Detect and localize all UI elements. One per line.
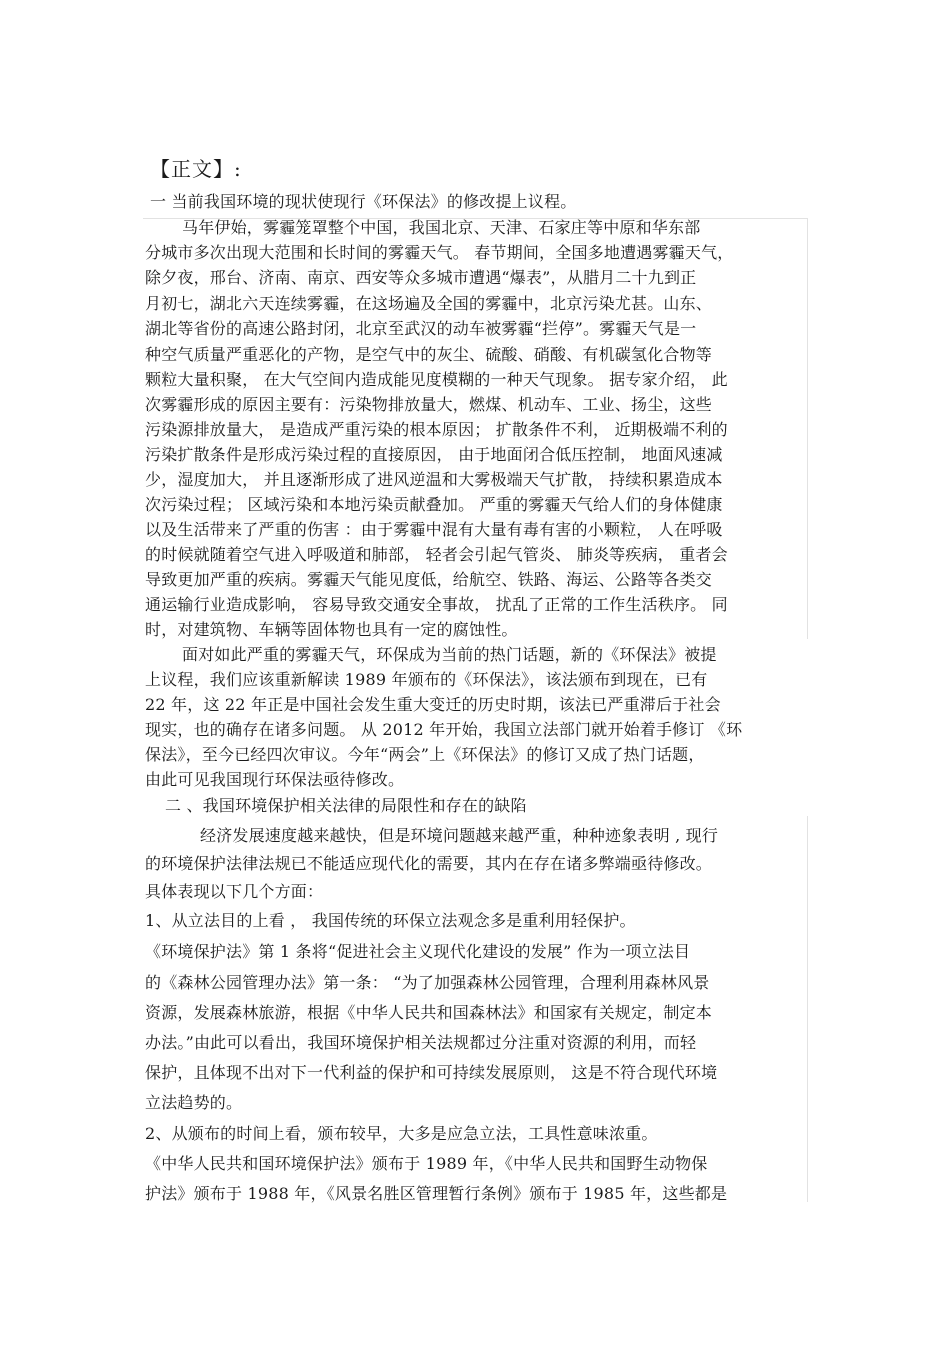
subsection-1-heading: 1、从立法目的上看 ， 我国传统的环保立法观念多是重利用轻保护。 <box>145 911 636 930</box>
paragraph-line: 污染源排放量大， 是造成严重污染的根本原因； 扩散条件不利， 近期极端不利的 <box>145 420 728 439</box>
paragraph-line: 具体表现以下几个方面： <box>145 882 324 901</box>
paragraph-line: 颗粒大量积聚， 在大气空间内造成能见度模糊的一种天气现象。 据专家介绍， 此 <box>145 370 728 389</box>
paragraph-line: 上议程，我们应该重新解读 1989 年颁布的《环保法》，该法颁布到现在，已有 <box>145 670 708 689</box>
paragraph-line: 少，湿度加大， 并且逐渐形成了进风逆温和大雾极端天气扩散， 持续积累造成本 <box>145 470 723 489</box>
paragraph-line: 除夕夜，邢台、济南、南京、西安等众多城市遭遇“爆表”，从腊月二十九到正 <box>145 268 697 287</box>
paragraph-line: 《环境保护法》第 1 条将“促进社会主义现代化建设的发展” 作为一项立法目 <box>145 942 691 961</box>
paragraph-line: 的《森林公园管理办法》第一条： “为了加强森林公园管理，合理利用森林风景 <box>145 973 710 992</box>
paragraph-line: 分城市多次出现大范围和长时间的雾霾天气。 春节期间，全国多地遭遇雾霾天气， <box>145 243 734 262</box>
paragraph-line: 污染扩散条件是形成污染过程的直接原因， 由于地面闭合低压控制， 地面风速减 <box>145 445 723 464</box>
paragraph-line: 立法趋势的。 <box>145 1093 243 1112</box>
paragraph-line: 次污染过程； 区域污染和本地污染贡献叠加。 严重的雾霾天气给人们的身体健康 <box>145 495 723 514</box>
paragraph-line: 通运输行业造成影响， 容易导致交通安全事故， 扰乱了正常的工作生活秩序。 同 <box>145 595 728 614</box>
paragraph-line: 现实，也的确存在诸多问题。 从 2012 年开始，我国立法部门就开始着手修订 《环 <box>145 720 743 739</box>
paragraph-line: 由此可见我国现行环保法亟待修改。 <box>145 770 405 789</box>
paragraph-line: 资源，发展森林旅游，根据《中华人民共和国森林法》和国家有关规定，制定本 <box>145 1003 713 1022</box>
paragraph-line: 经济发展速度越来越快，但是环境问题越来越严重，种种迹象表明 , 现行 <box>200 826 719 845</box>
paragraph-line: 保护，且体现不出对下一代利益的保护和可持续发展原则， 这是不符合现代环境 <box>145 1063 718 1082</box>
paragraph-line: 的时候就随着空气进入呼吸道和肺部， 轻者会引起气管炎、 肺炎等疾病， 重者会 <box>145 545 728 564</box>
paragraph-line: 《中华人民共和国环境保护法》颁布于 1989 年，《中华人民共和国野生动物保 <box>145 1154 708 1173</box>
paragraph-line: 面对如此严重的雾霾天气，环保成为当前的热门话题，新的《环保法》被提 <box>182 645 717 664</box>
main-text-heading: 【正文】: <box>150 157 242 181</box>
paragraph-line: 保法》，至今已经四次审议。今年“两会”上《环保法》的修订又成了热门话题， <box>145 745 705 764</box>
paragraph-line: 马年伊始，雾霾笼罩整个中国，我国北京、天津、石家庄等中原和华东部 <box>182 218 701 237</box>
paragraph-line: 次雾霾形成的原因主要有：污染物排放量大，燃煤、机动车、工业、扬尘，这些 <box>145 395 713 414</box>
paragraph-line: 时，对建筑物、车辆等固体物也具有一定的腐蚀性。 <box>145 620 518 639</box>
paragraph-line: 护法》颁布于 1988 年，《风景名胜区管理暂行条例》颁布于 1985 年，这些都是 <box>145 1184 728 1203</box>
paragraph-line: 以及生活带来了严重的伤害 ：由于雾霾中混有大量有毒有害的小颗粒， 人在呼吸 <box>145 520 723 539</box>
paragraph-line: 月初七，湖北六天连续雾霾，在这场遍及全国的雾霾中，北京污染尤甚。山东、 <box>145 294 713 313</box>
section-1-heading: 一 当前我国环境的现状使现行《环保法》的修改提上议程。 <box>150 192 577 211</box>
paragraph-line: 的环境保护法律法规已不能适应现代化的需要，其内在存在诸多弊端亟待修改。 <box>145 854 713 873</box>
paragraph-line: 22 年，这 22 年正是中国社会发生重大变迁的历史时期，该法已严重滞后于社会 <box>145 695 721 714</box>
subsection-2-heading: 2、从颁布的时间上看，颁布较早，大多是应急立法，工具性意味浓重。 <box>145 1124 658 1143</box>
section-2-heading: 二 、我国环境保护相关法律的局限性和存在的缺陷 <box>165 796 527 815</box>
paragraph-line: 种空气质量严重恶化的产物，是空气中的灰尘、硫酸、硝酸、有机碳氢化合物等 <box>145 345 713 364</box>
paragraph-line: 导致更加严重的疾病。雾霾天气能见度低，给航空、铁路、海运、公路等各类交 <box>145 570 713 589</box>
paragraph-line: 办法。”由此可以看出，我国环境保护相关法规都过分注重对资源的利用，而轻 <box>145 1033 697 1052</box>
paragraph-line: 湖北等省份的高速公路封闭，北京至武汉的动车被雾霾“拦停”。雾霾天气是一 <box>145 319 697 338</box>
